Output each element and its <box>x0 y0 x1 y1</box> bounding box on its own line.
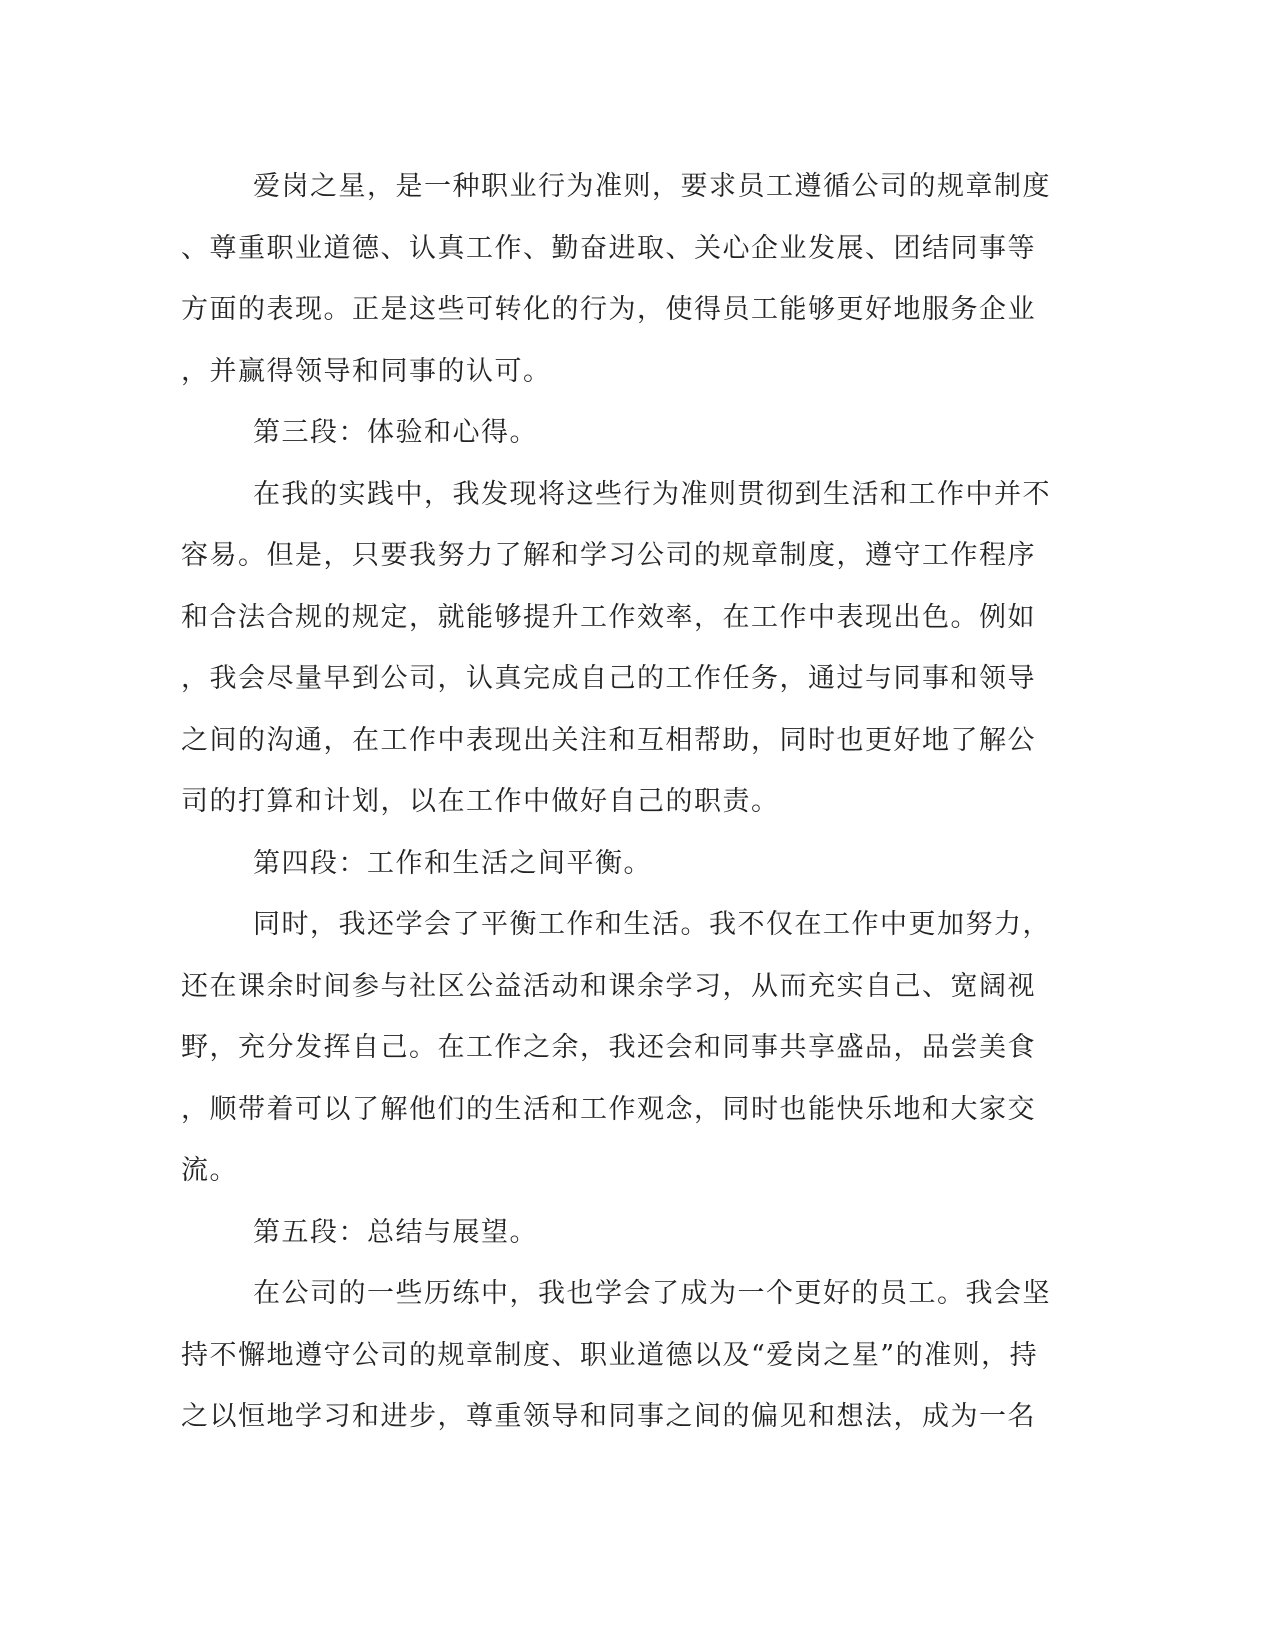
text-line: 之间的沟通，在工作中表现出关注和互相帮助，同时也更好地了解公 <box>181 724 1036 756</box>
text-line: 在我的实践中，我发现将这些行为准则贯彻到生活和工作中并不 <box>253 478 1051 510</box>
paragraph-aigang-definition <box>181 156 1051 402</box>
text-line: 之以恒地学习和进步，尊重领导和同事之间的偏见和想法，成为一名 <box>181 1401 1036 1432</box>
text-line: 爱岗之星，是一种职业行为准则，要求员工遵循公司的规章制度 <box>253 171 1051 202</box>
text-line: 流。 <box>181 1155 238 1186</box>
text-line: 野，充分发挥自己。在工作之余，我还会和同事共享盛品，品尝美食 <box>181 1032 1036 1063</box>
text-line: 、尊重职业道德、认真工作、勤奋进取、关心企业发展、团结同事等 <box>181 232 1036 264</box>
text-line: 在公司的一些历练中，我也学会了成为一个更好的员工。我会坚 <box>253 1278 1051 1309</box>
text-line: ，我会尽量早到公司，认真完成自己的工作任务，通过与同事和领导 <box>181 663 1036 694</box>
text-line: 容易。但是，只要我努力了解和学习公司的规章制度，遵守工作程序 <box>181 540 1036 571</box>
text-line: 还在课余时间参与社区公益活动和课余学习，从而充实自己、宽阔视 <box>181 970 1036 1002</box>
section-heading-5 <box>181 1202 1045 1264</box>
document-body <box>181 156 1051 1448</box>
text-line: ，并赢得领导和同事的认可。 <box>181 355 552 387</box>
section-heading-3 <box>181 402 1045 464</box>
paragraph-summary-outlook <box>181 1263 1051 1448</box>
text-line: 和合法合规的规定，就能够提升工作效率，在工作中表现出色。例如 <box>181 601 1036 633</box>
paragraph-work-life-balance <box>181 894 1051 1202</box>
paragraph-experience <box>181 464 1051 833</box>
heading-text: 第四段：工作和生活之间平衡。 <box>253 847 652 879</box>
text-line: ，顺带着可以了解他们的生活和工作观念，同时也能快乐地和大家交 <box>181 1093 1036 1125</box>
text-line: 司的打算和计划，以在工作中做好自己的职责。 <box>181 786 780 817</box>
text-line: 持不懈地遵守公司的规章制度、职业道德以及“爱岗之星”的准则，持 <box>181 1339 1039 1371</box>
heading-text: 第五段：总结与展望。 <box>253 1216 538 1248</box>
heading-text: 第三段：体验和心得。 <box>253 417 538 448</box>
section-heading-4 <box>181 833 1045 895</box>
text-line: 方面的表现。正是这些可转化的行为，使得员工能够更好地服务企业 <box>181 294 1036 325</box>
text-line: 同时，我还学会了平衡工作和生活。我不仅在工作中更加努力， <box>253 909 1051 940</box>
